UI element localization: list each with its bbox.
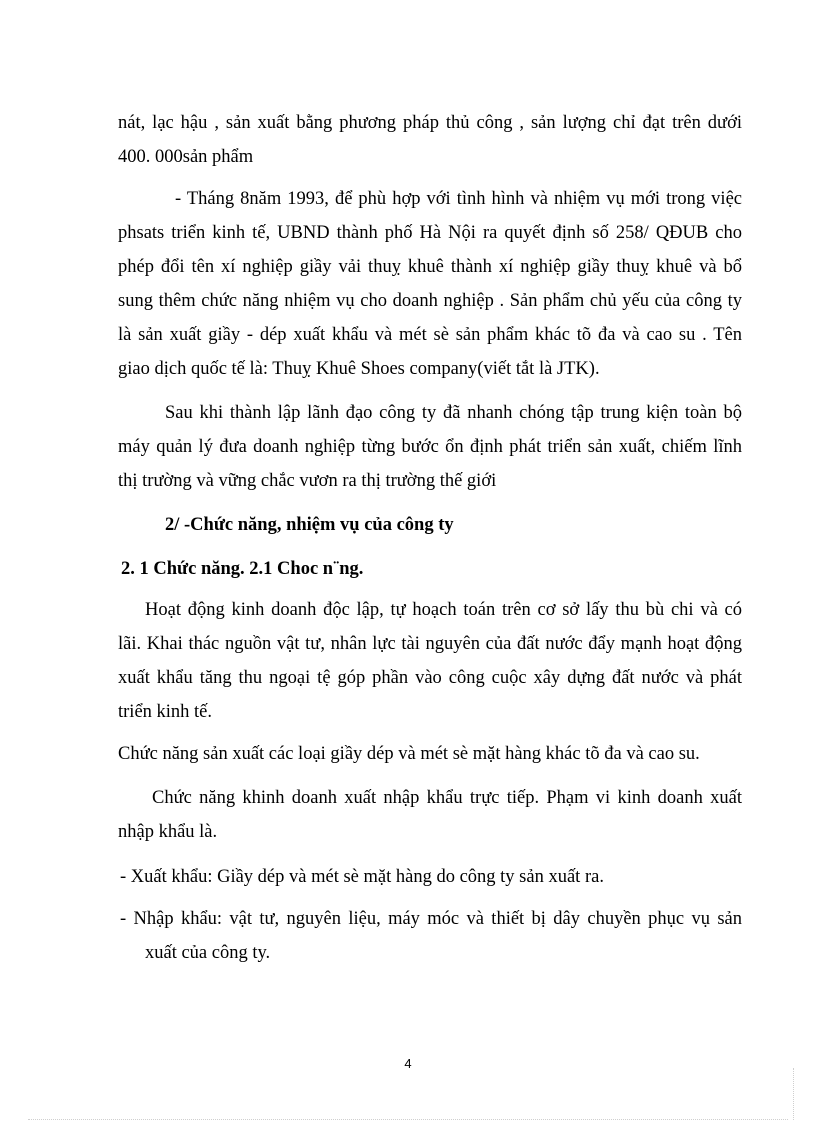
paragraph-line: nát, lạc hậu , sản xuất bằng phương pháp thủ công , sản lượng chỉ đạt trên dưới bbox=[118, 113, 742, 133]
paragraph-line: máy quản lý đưa doanh nghiệp từng bước ổn định phát triển sản xuất, chiếm lĩnh bbox=[118, 437, 742, 457]
paragraph-line: xuất khẩu tăng thu ngoại tệ góp phần vào công cuộc xây dựng đất nước và phát bbox=[118, 668, 742, 688]
paragraph-line: giao dịch quốc tế là: Thuỵ Khuê Shoes company(viết tắt là JTK). bbox=[118, 359, 600, 379]
paragraph-line: Hoạt động kinh doanh độc lập, tự hoạch toán trên cơ sở lấy thu bù chi và có bbox=[145, 600, 742, 620]
paragraph-line: Sau khi thành lập lãnh đạo công ty đã nhanh chóng tập trung kiện toàn bộ bbox=[165, 403, 742, 423]
margin-guide bbox=[793, 1068, 794, 1120]
paragraph-line: Chức năng khinh doanh xuất nhập khẩu trực tiếp. Phạm vi kinh doanh xuất bbox=[152, 788, 742, 808]
paragraph-line: sung thêm chức năng nhiệm vụ cho doanh nghiệp . Sản phẩm chủ yếu của công ty bbox=[118, 291, 742, 311]
paragraph-line: nhập khẩu là. bbox=[118, 822, 218, 842]
paragraph-line: triển kinh tế. bbox=[118, 702, 213, 722]
paragraph-line: Chức năng sản xuất các loại giầy dép và mét sè mặt hàng khác tõ đa và cao su. bbox=[118, 744, 700, 764]
paragraph-line: 400. 000sản phẩm bbox=[118, 147, 254, 167]
section-heading: 2/ -Chức năng, nhiệm vụ của công ty bbox=[165, 515, 454, 535]
page-border bbox=[28, 1119, 788, 1120]
subsection-heading: 2. 1 Chức năng. 2.1 Choc n¨ng. bbox=[121, 559, 364, 579]
paragraph-line: - Tháng 8năm 1993, để phù hợp với tình hình và nhiệm vụ mới trong việc bbox=[175, 189, 742, 209]
bullet-continuation: xuất của công ty. bbox=[145, 943, 271, 963]
paragraph-line: phép đổi tên xí nghiệp giầy vải thuỵ khuê thành xí nghiệp giầy thuỵ khuê và bổ bbox=[118, 257, 742, 277]
page-number: 4 bbox=[404, 1056, 412, 1071]
bullet-item: - Nhập khẩu: vật tư, nguyên liệu, máy móc và thiết bị dây chuyền phục vụ sản bbox=[120, 909, 742, 929]
paragraph-line: lãi. Khai thác nguồn vật tư, nhân lực tài nguyên của đất nước đẩy mạnh hoạt động bbox=[118, 634, 742, 654]
paragraph-line: phsats triển kinh tế, UBND thành phố Hà Nội ra quyết định số 258/ QĐUB cho bbox=[118, 223, 742, 243]
bullet-item: - Xuất khẩu: Giầy dép và mét sè mặt hàng do công ty sản xuất ra. bbox=[120, 867, 604, 887]
paragraph-line: thị trường và vững chắc vươn ra thị trường thế giới bbox=[118, 471, 497, 491]
paragraph-line: là sản xuất giầy - dép xuất khẩu và mét sè sản phẩm khác tõ đa và cao su . Tên bbox=[118, 325, 742, 345]
